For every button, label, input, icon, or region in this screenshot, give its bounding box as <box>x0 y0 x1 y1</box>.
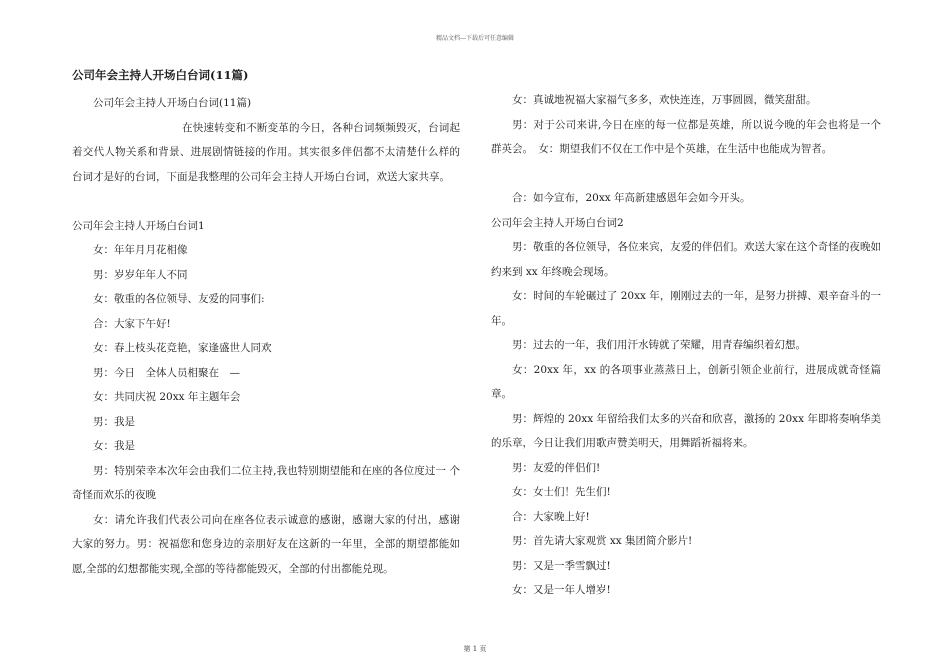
dialogue-line: 男：我是 <box>93 415 135 428</box>
dialogue-line: 合：如今宣布，20xx 年高新建感恩年会如今开头。 <box>512 192 751 204</box>
dialogue-line: 男：友爱的伴侣们! <box>512 461 601 474</box>
page-number: 第 1 页 <box>463 645 487 653</box>
dialogue-line: 男：特别荣幸本次年会由我们二位主持,我也特别期望能和在座的各位度过一 个奇怪而欢乐的夜晚 <box>72 464 460 501</box>
dialogue-line: 男：对于公司来讲,今日在座的每一位都是英雄，所以说今晚的年会也将是一个群英会。 女：期望我们不仅在工作中是个英雄，在生活中也能成为智者。 <box>491 118 881 155</box>
dialogue-line: 男：过去的一年，我们用汗水铸就了荣耀，用青春编织着幻想。 <box>512 339 806 351</box>
dialogue-line: 女：我是 <box>93 440 135 452</box>
document-title: 公司年会主持人开场白台词(11篇) <box>72 68 249 82</box>
spacer <box>72 189 460 214</box>
dialogue-line: 男：岁岁年年人不同 <box>93 268 188 281</box>
right-column <box>491 88 881 603</box>
intro-paragraph: 在快速转变和不断变革的今日，各种台词频频毁灭，台词起着交代人物关系和背景、进展剧情链接的作用。其实很多伴侣都不太清楚什么样的台词才是好的台词，下面是我整理的公司年会主持人开场白台词，欢送大家共享。 <box>72 121 460 183</box>
dialogue-line: 女：请允许我们代表公司向在座各位表示诚意的感谢，感谢大家的付出，感谢大家的努力。男：祝福您和您身边的亲朋好友在这新的一年里，全部的期望都能如愿,全部的幻想都能实现,全部的等待都能毁灭，全部的付出都能兑现。 <box>72 513 460 575</box>
left-column <box>72 66 460 581</box>
dialogue-line: 男：首先请大家观赏 xx 集团简介影片! <box>512 535 693 547</box>
dialogue-line: 女：春上枝头花竞艳，家逢盛世人同欢 <box>93 342 272 354</box>
dialogue-line: 男：辉煌的 20xx 年留给我们太多的兴奋和欣喜，激扬的 20xx 年即将奏响华美的乐章，今日让我们用歌声赞美明天，用舞蹈祈福将来。 <box>491 412 881 449</box>
dialogue-line: 女：女士们！先生们! <box>512 486 611 498</box>
section-2-title: 公司年会主持人开场白台词2 <box>491 216 624 229</box>
dialogue-line: 女：共同庆祝 20xx 年主题年会 <box>93 391 241 403</box>
section-1-title: 公司年会主持人开场白台词1 <box>72 219 205 232</box>
dialogue-line: 女：敬重的各位领导、友爱的同事们: <box>93 293 265 305</box>
dialogue-line: 女：时间的车轮碾过了 20xx 年，刚刚过去的一年，是努力拼搏、艰辛奋斗的一年。 <box>491 290 881 327</box>
dialogue-line: 女：又是一年人增岁! <box>512 584 611 596</box>
document-subtitle: 公司年会主持人开场白台词(11篇) <box>93 97 252 109</box>
dialogue-line: 合：大家下午好! <box>93 317 171 330</box>
dialogue-line: 女：20xx 年，xx 的各项事业蒸蒸日上，创新引领企业前行，进展成就奇怪篇章。 <box>491 363 881 400</box>
dialogue-line: 女：真诚地祝福大家福气多多，欢快连连，万事圆圆，微笑甜甜。 <box>512 94 817 106</box>
dialogue-line: 男：今日 全体人员相聚在 — <box>93 366 240 379</box>
dialogue-line: 男：敬重的各位领导，各位来宾，友爱的伴侣们。欢送大家在这个奇怪的夜晚如约来到 xx 年终晚会现场。 <box>491 241 881 278</box>
header-note: 精品文档---下载后可任意编辑 <box>435 35 515 42</box>
dialogue-line: 男：又是一季雪飘过! <box>512 559 611 572</box>
spacer <box>491 162 881 187</box>
dialogue-line: 合：大家晚上好! <box>512 510 590 523</box>
dialogue-line: 女：年年月月花相像 <box>93 244 188 256</box>
